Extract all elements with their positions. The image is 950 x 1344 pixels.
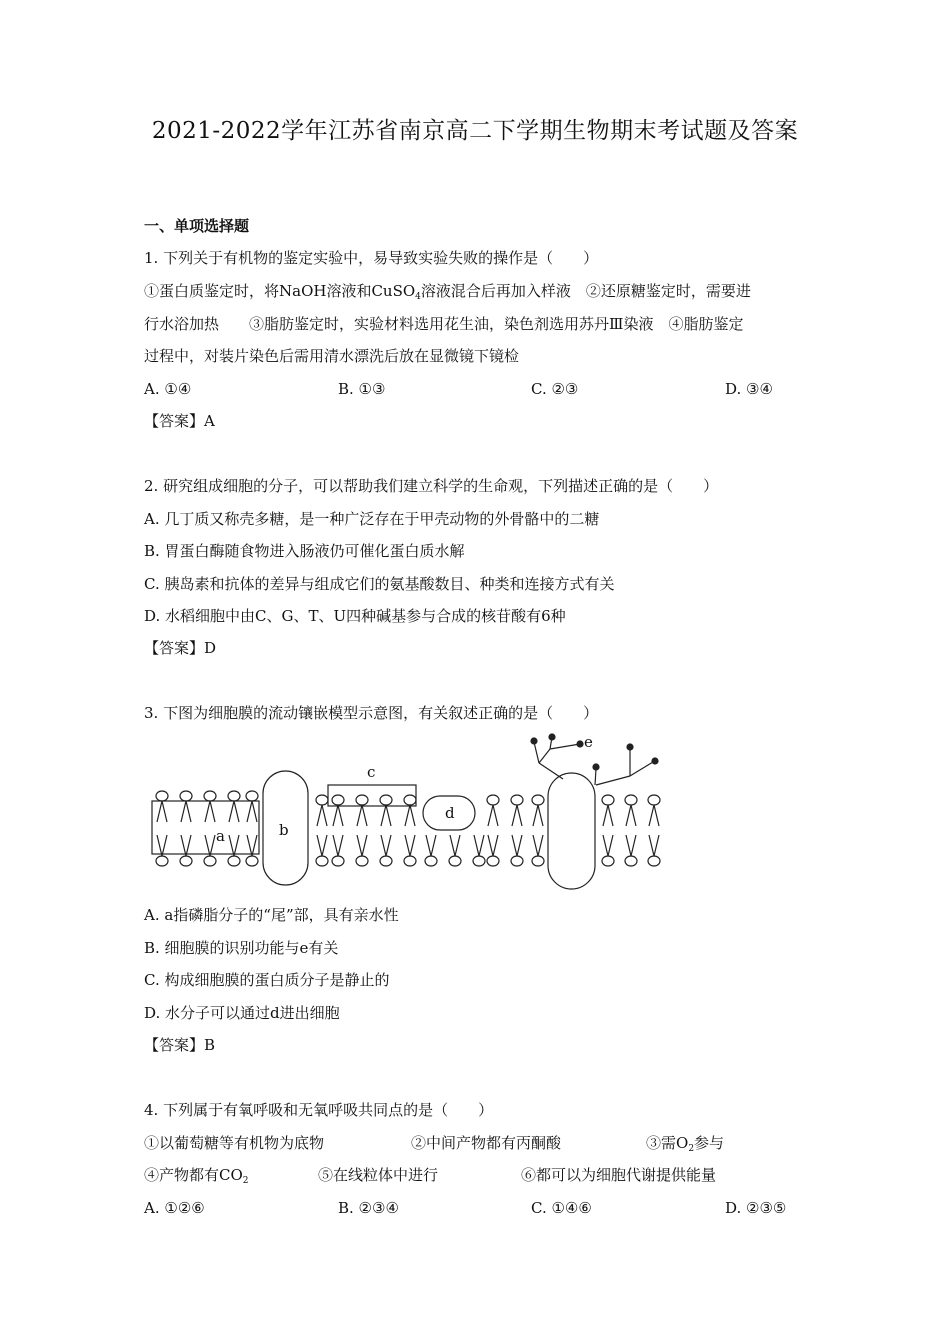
phospholipid [156, 835, 168, 866]
section-heading: 一、单项选择题 [144, 217, 250, 235]
question-4-item-6: ⑥都可以为细胞代谢提供能量 [521, 1166, 717, 1184]
protein-large [548, 773, 595, 889]
phospholipid [625, 795, 637, 826]
glycoprotein-e [531, 734, 658, 785]
phospholipid [246, 791, 258, 822]
question-3-stem: 3. 下图为细胞膜的流动镶嵌模型示意图，有关叙述正确的是（ ） [144, 704, 599, 722]
question-2-option-b: B. 胃蛋白酶随食物进入肠液仍可催化蛋白质水解 [144, 542, 465, 560]
phospholipid [332, 795, 344, 826]
phospholipid [487, 835, 499, 866]
phospholipid [228, 835, 240, 866]
glycan-dot [531, 738, 537, 744]
question-3-option-a: A. a指磷脂分子的“尾”部，具有亲水性 [144, 906, 399, 924]
label-c: c [367, 763, 376, 781]
label-b: b [279, 821, 289, 839]
phospholipid [602, 835, 614, 866]
phospholipid [404, 795, 416, 826]
label-a: a [216, 827, 225, 845]
phospholipid [449, 835, 461, 866]
glycan-dot [549, 734, 555, 740]
question-1-line-3: 过程中，对装片染色后需用清水漂洗后放在显微镜下镜检 [144, 347, 520, 365]
question-3-option-d: D. 水分子可以通过d进出细胞 [144, 1004, 340, 1022]
glycan-dot [577, 741, 583, 747]
question-1-answer: 【答案】A [144, 412, 215, 430]
phospholipid [180, 835, 192, 866]
phospholipid [356, 835, 368, 866]
question-1-option-a: A. ①④ [144, 380, 192, 398]
phospholipid [473, 835, 485, 866]
phospholipid [204, 835, 216, 866]
phospholipid [487, 795, 499, 826]
question-2-answer: 【答案】D [144, 639, 217, 657]
question-2-option-c: C. 胰岛素和抗体的差异与组成它们的氨基酸数目、种类和连接方式有关 [144, 575, 615, 593]
phospholipid [316, 795, 328, 826]
question-3-option-b: B. 细胞膜的识别功能与e有关 [144, 939, 339, 957]
label-d: d [445, 804, 455, 822]
phospholipid [602, 795, 614, 826]
question-1-option-b: B. ①③ [338, 380, 386, 398]
question-1-option-d: D. ③④ [725, 380, 773, 398]
question-2-stem: 2. 研究组成细胞的分子，可以帮助我们建立科学的生命观，下列描述正确的是（ ） [144, 477, 719, 495]
phospholipid [156, 791, 168, 822]
phospholipid [425, 835, 437, 866]
phospholipid [246, 835, 258, 866]
phospholipid [380, 795, 392, 826]
question-1-line-1: ①蛋白质鉴定时，将NaOH溶液和CuSO$_4$溶液混合后再加入样液 ②还原糖鉴定时，需要进 [144, 282, 751, 302]
question-4-item-4: ④产物都有$CO_2$ [144, 1166, 249, 1186]
question-4-option-a: A. ①②⑥ [144, 1199, 205, 1217]
box-a [152, 801, 259, 854]
glycan-dot [652, 758, 658, 764]
question-4-option-b: B. ②③④ [338, 1199, 399, 1217]
question-1-option-c: C. ②③ [531, 380, 579, 398]
question-3-option-c: C. 构成细胞膜的蛋白质分子是静止的 [144, 971, 390, 989]
phospholipid [332, 835, 344, 866]
phospholipid [532, 795, 544, 826]
question-4-item-1: ①以葡萄糖等有机物为底物 [144, 1134, 325, 1152]
phospholipid [228, 791, 240, 822]
label-e: e [584, 733, 593, 751]
question-4-item-5: ⑤在线粒体中进行 [318, 1166, 439, 1184]
phospholipid [511, 795, 523, 826]
question-2-option-d: D. 水稻细胞中由C、G、T、U四种碱基参与合成的核苷酸有6种 [144, 607, 566, 625]
phospholipid [532, 835, 544, 866]
phospholipid [648, 795, 660, 826]
question-4-option-d: D. ②③⑤ [725, 1199, 787, 1217]
glycan-dot [627, 744, 633, 750]
phospholipid [204, 791, 216, 822]
question-4-stem: 4. 下列属于有氧呼吸和无氧呼吸共同点的是（ ） [144, 1101, 494, 1119]
phospholipid [316, 835, 328, 866]
glycan-dot [593, 764, 599, 770]
question-4-item-2: ②中间产物都有丙酮酸 [411, 1134, 562, 1152]
phospholipid [625, 835, 637, 866]
cell-membrane-diagram [148, 733, 668, 893]
question-3-answer: 【答案】B [144, 1036, 216, 1054]
phospholipid [404, 835, 416, 866]
phospholipid [648, 835, 660, 866]
question-1-line-2: 行水浴加热 ③脂肪鉴定时，实验材料选用花生油，染色剂选用苏丹Ⅲ染液 ④脂肪鉴定 [144, 315, 744, 333]
phospholipid [511, 835, 523, 866]
question-2-option-a: A. 几丁质又称壳多糖，是一种广泛存在于甲壳动物的外骨骼中的二糖 [144, 510, 600, 528]
question-1-stem: 1. 下列关于有机物的鉴定实验中，易导致实验失败的操作是（ ） [144, 249, 599, 267]
phospholipid [180, 791, 192, 822]
phospholipid [356, 795, 368, 826]
phospholipid [380, 835, 392, 866]
question-4-item-3: ③需$O_2$参与 [646, 1134, 725, 1154]
document-title: 2021-2022学年江苏省南京高二下学期生物期末考试题及答案 [151, 118, 799, 144]
question-4-option-c: C. ①④⑥ [531, 1199, 592, 1217]
